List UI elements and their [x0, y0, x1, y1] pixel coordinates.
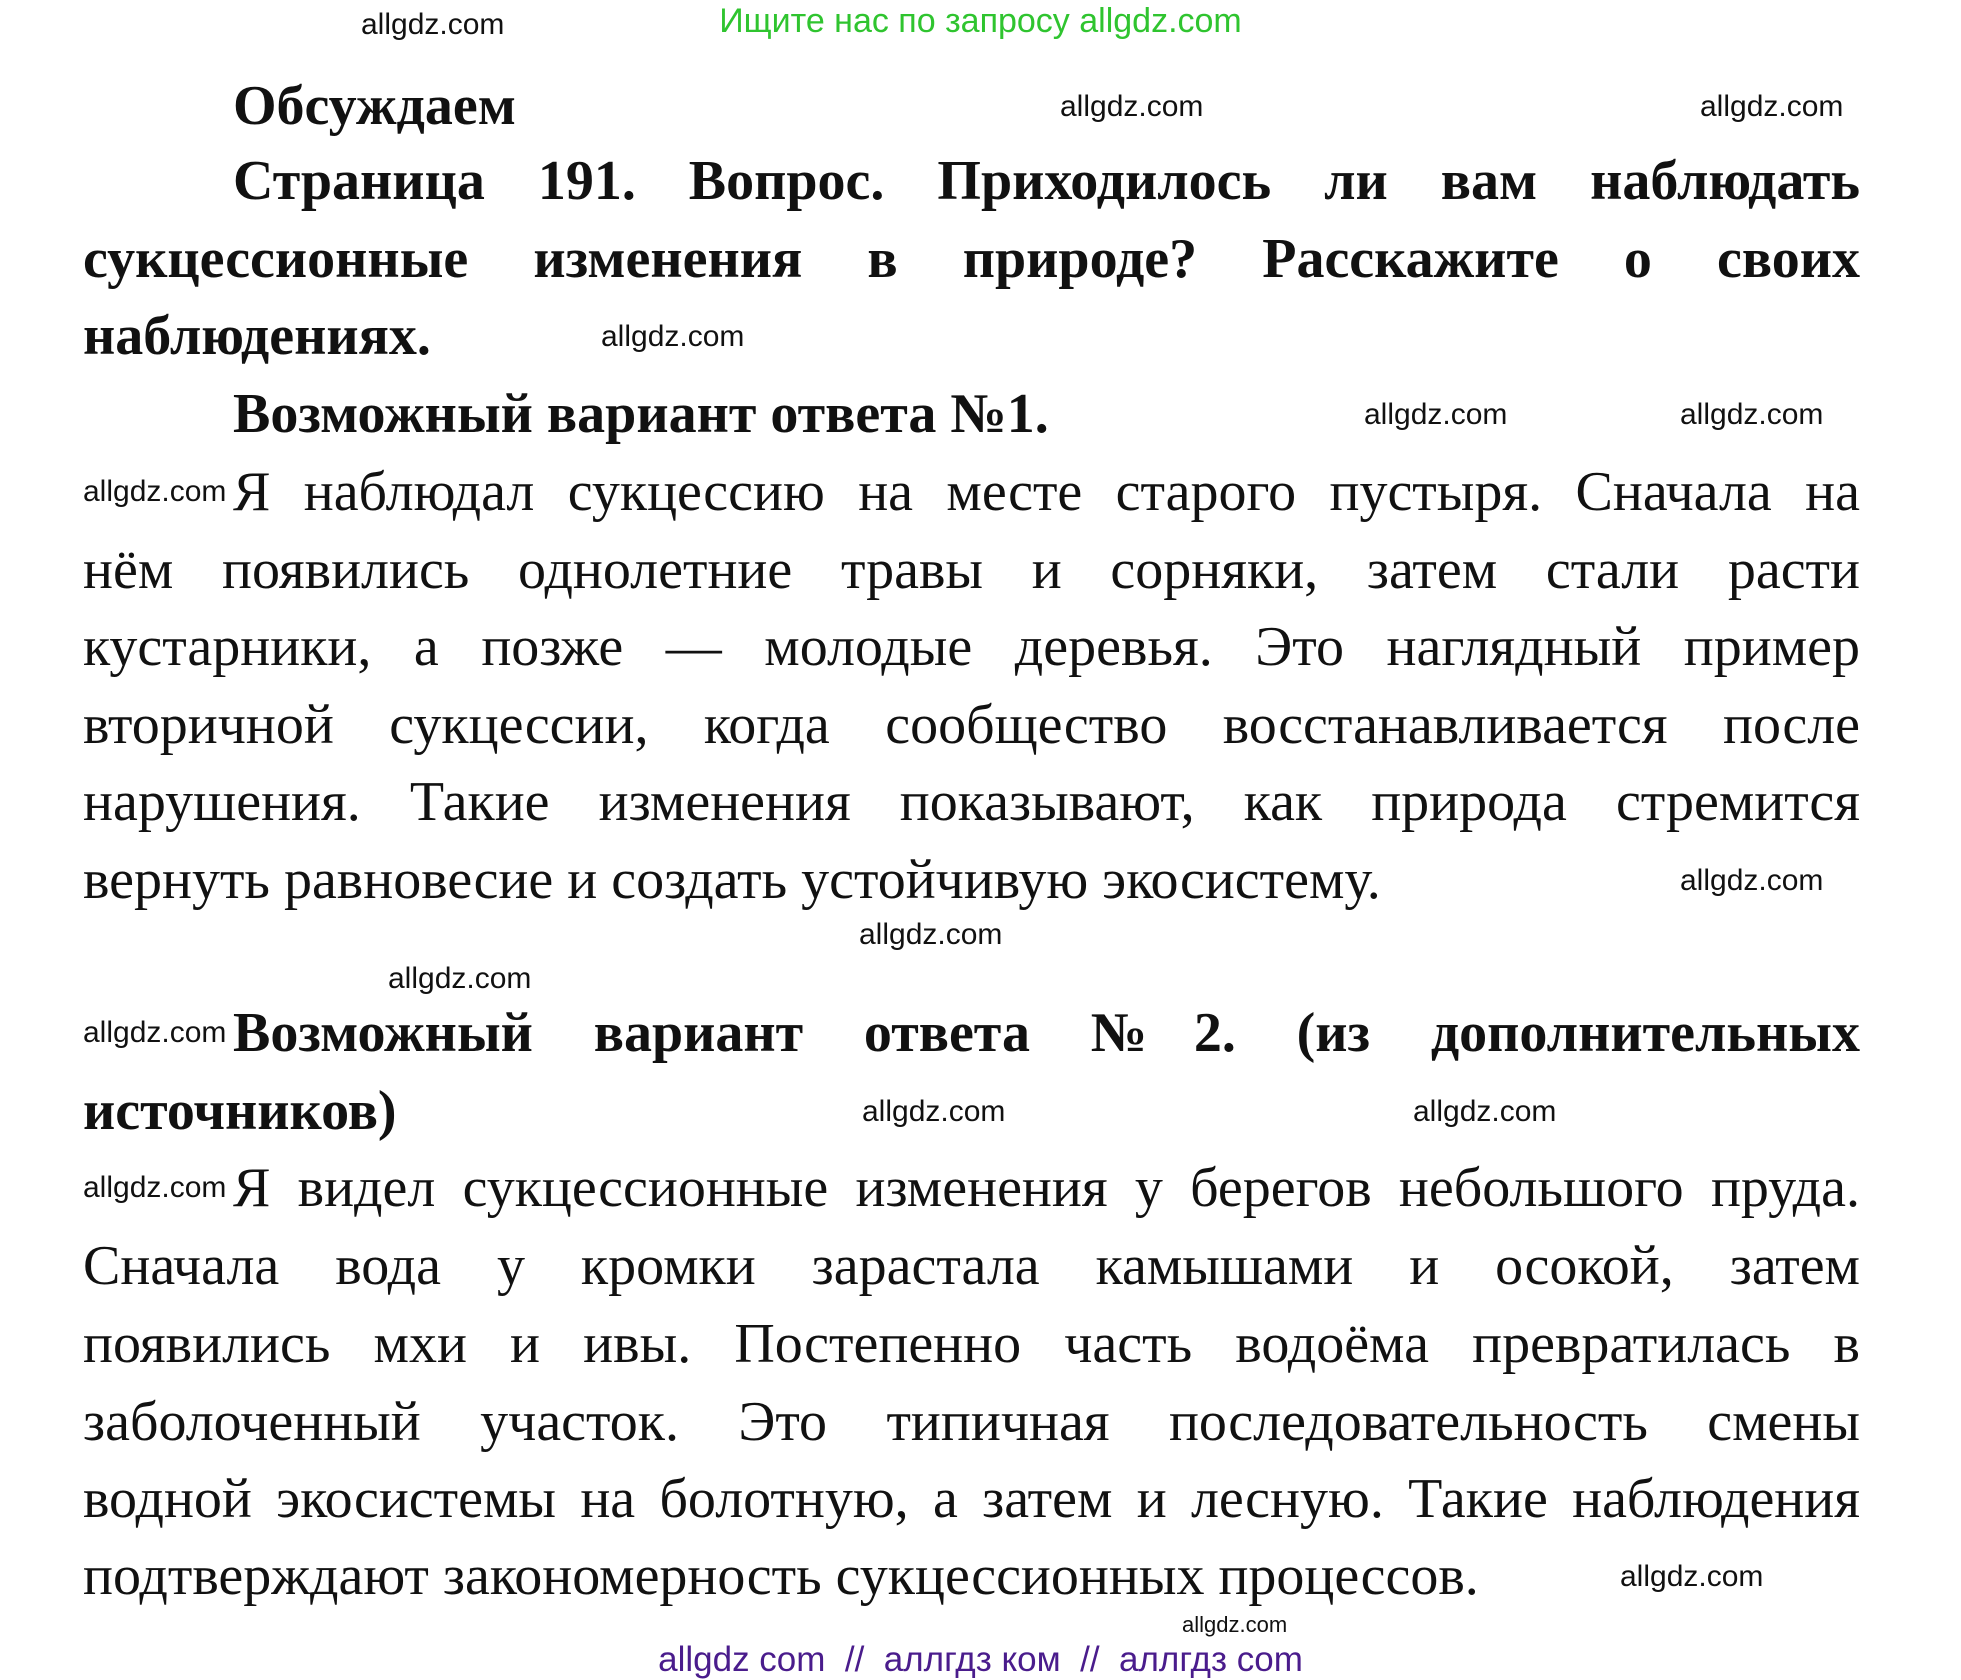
answer2-line: заболоченный участок. Это типичная последовательность смены — [83, 1391, 1860, 1453]
watermark: allgdz.com — [862, 1095, 1006, 1128]
answer1-line: нём появились однолетние травы и сорняки, затем стали расти — [83, 539, 1860, 601]
watermark: allgdz.com — [859, 918, 1003, 951]
answer1-line: Я наблюдал сукцессию на месте старого пустыря. Сначала на — [233, 461, 1860, 523]
answer1-line: кустарники, а позже — молодые деревья. Это наглядный пример — [83, 616, 1860, 678]
answer1-title: Возможный вариант ответа №1. — [233, 383, 1049, 445]
answer1-line: вернуть равновесие и создать устойчивую экосистему. — [83, 849, 1381, 911]
watermark: allgdz.com — [361, 8, 505, 41]
watermark: allgdz.com — [1680, 864, 1824, 897]
watermark: allgdz.com — [1060, 90, 1204, 123]
section-heading: Обсуждаем — [233, 75, 516, 137]
answer1-line: нарушения. Такие изменения показывают, как природа стремится — [83, 771, 1860, 833]
answer1-line: вторичной сукцессии, когда сообщество восстанавливается после — [83, 694, 1860, 756]
answer2-line: Сначала вода у кромки зарастала камышами и осокой, затем — [83, 1235, 1860, 1297]
watermark: allgdz.com — [1364, 398, 1508, 431]
question-line: Страница 191. Вопрос. Приходилось ли вам наблюдать — [233, 150, 1860, 212]
search-banner: Ищите нас по запросу allgdz.com — [719, 2, 1242, 40]
watermark: allgdz.com — [1680, 398, 1824, 431]
answer2-title: Возможный вариант ответа №2. (из дополнительных — [233, 1002, 1860, 1064]
watermark: allgdz.com — [1700, 90, 1844, 123]
answer2-line: Я видел сукцессионные изменения у берегов небольшого пруда. — [233, 1157, 1860, 1219]
watermark: allgdz.com — [1182, 1612, 1288, 1637]
watermark: allgdz.com — [601, 320, 745, 353]
answer2-line: подтверждают закономерность сукцессионных процессов. — [83, 1545, 1479, 1607]
watermark: allgdz.com — [83, 475, 227, 508]
answer2-title: источников) — [83, 1080, 397, 1142]
watermark: allgdz.com — [83, 1171, 227, 1204]
footer-watermark: allgdz com // аллгдз ком // аллгдз com — [658, 1640, 1303, 1679]
watermark: allgdz.com — [1413, 1095, 1557, 1128]
watermark: allgdz.com — [83, 1016, 227, 1049]
answer2-line: водной экосистемы на болотную, а затем и лесную. Такие наблюдения — [83, 1468, 1860, 1530]
answer2-line: появились мхи и ивы. Постепенно часть водоёма превратилась в — [83, 1313, 1860, 1375]
question-line: сукцессионные изменения в природе? Расскажите о своих — [83, 228, 1860, 290]
question-line: наблюдениях. — [83, 305, 431, 367]
watermark: allgdz.com — [388, 962, 532, 995]
watermark: allgdz.com — [1620, 1560, 1764, 1593]
